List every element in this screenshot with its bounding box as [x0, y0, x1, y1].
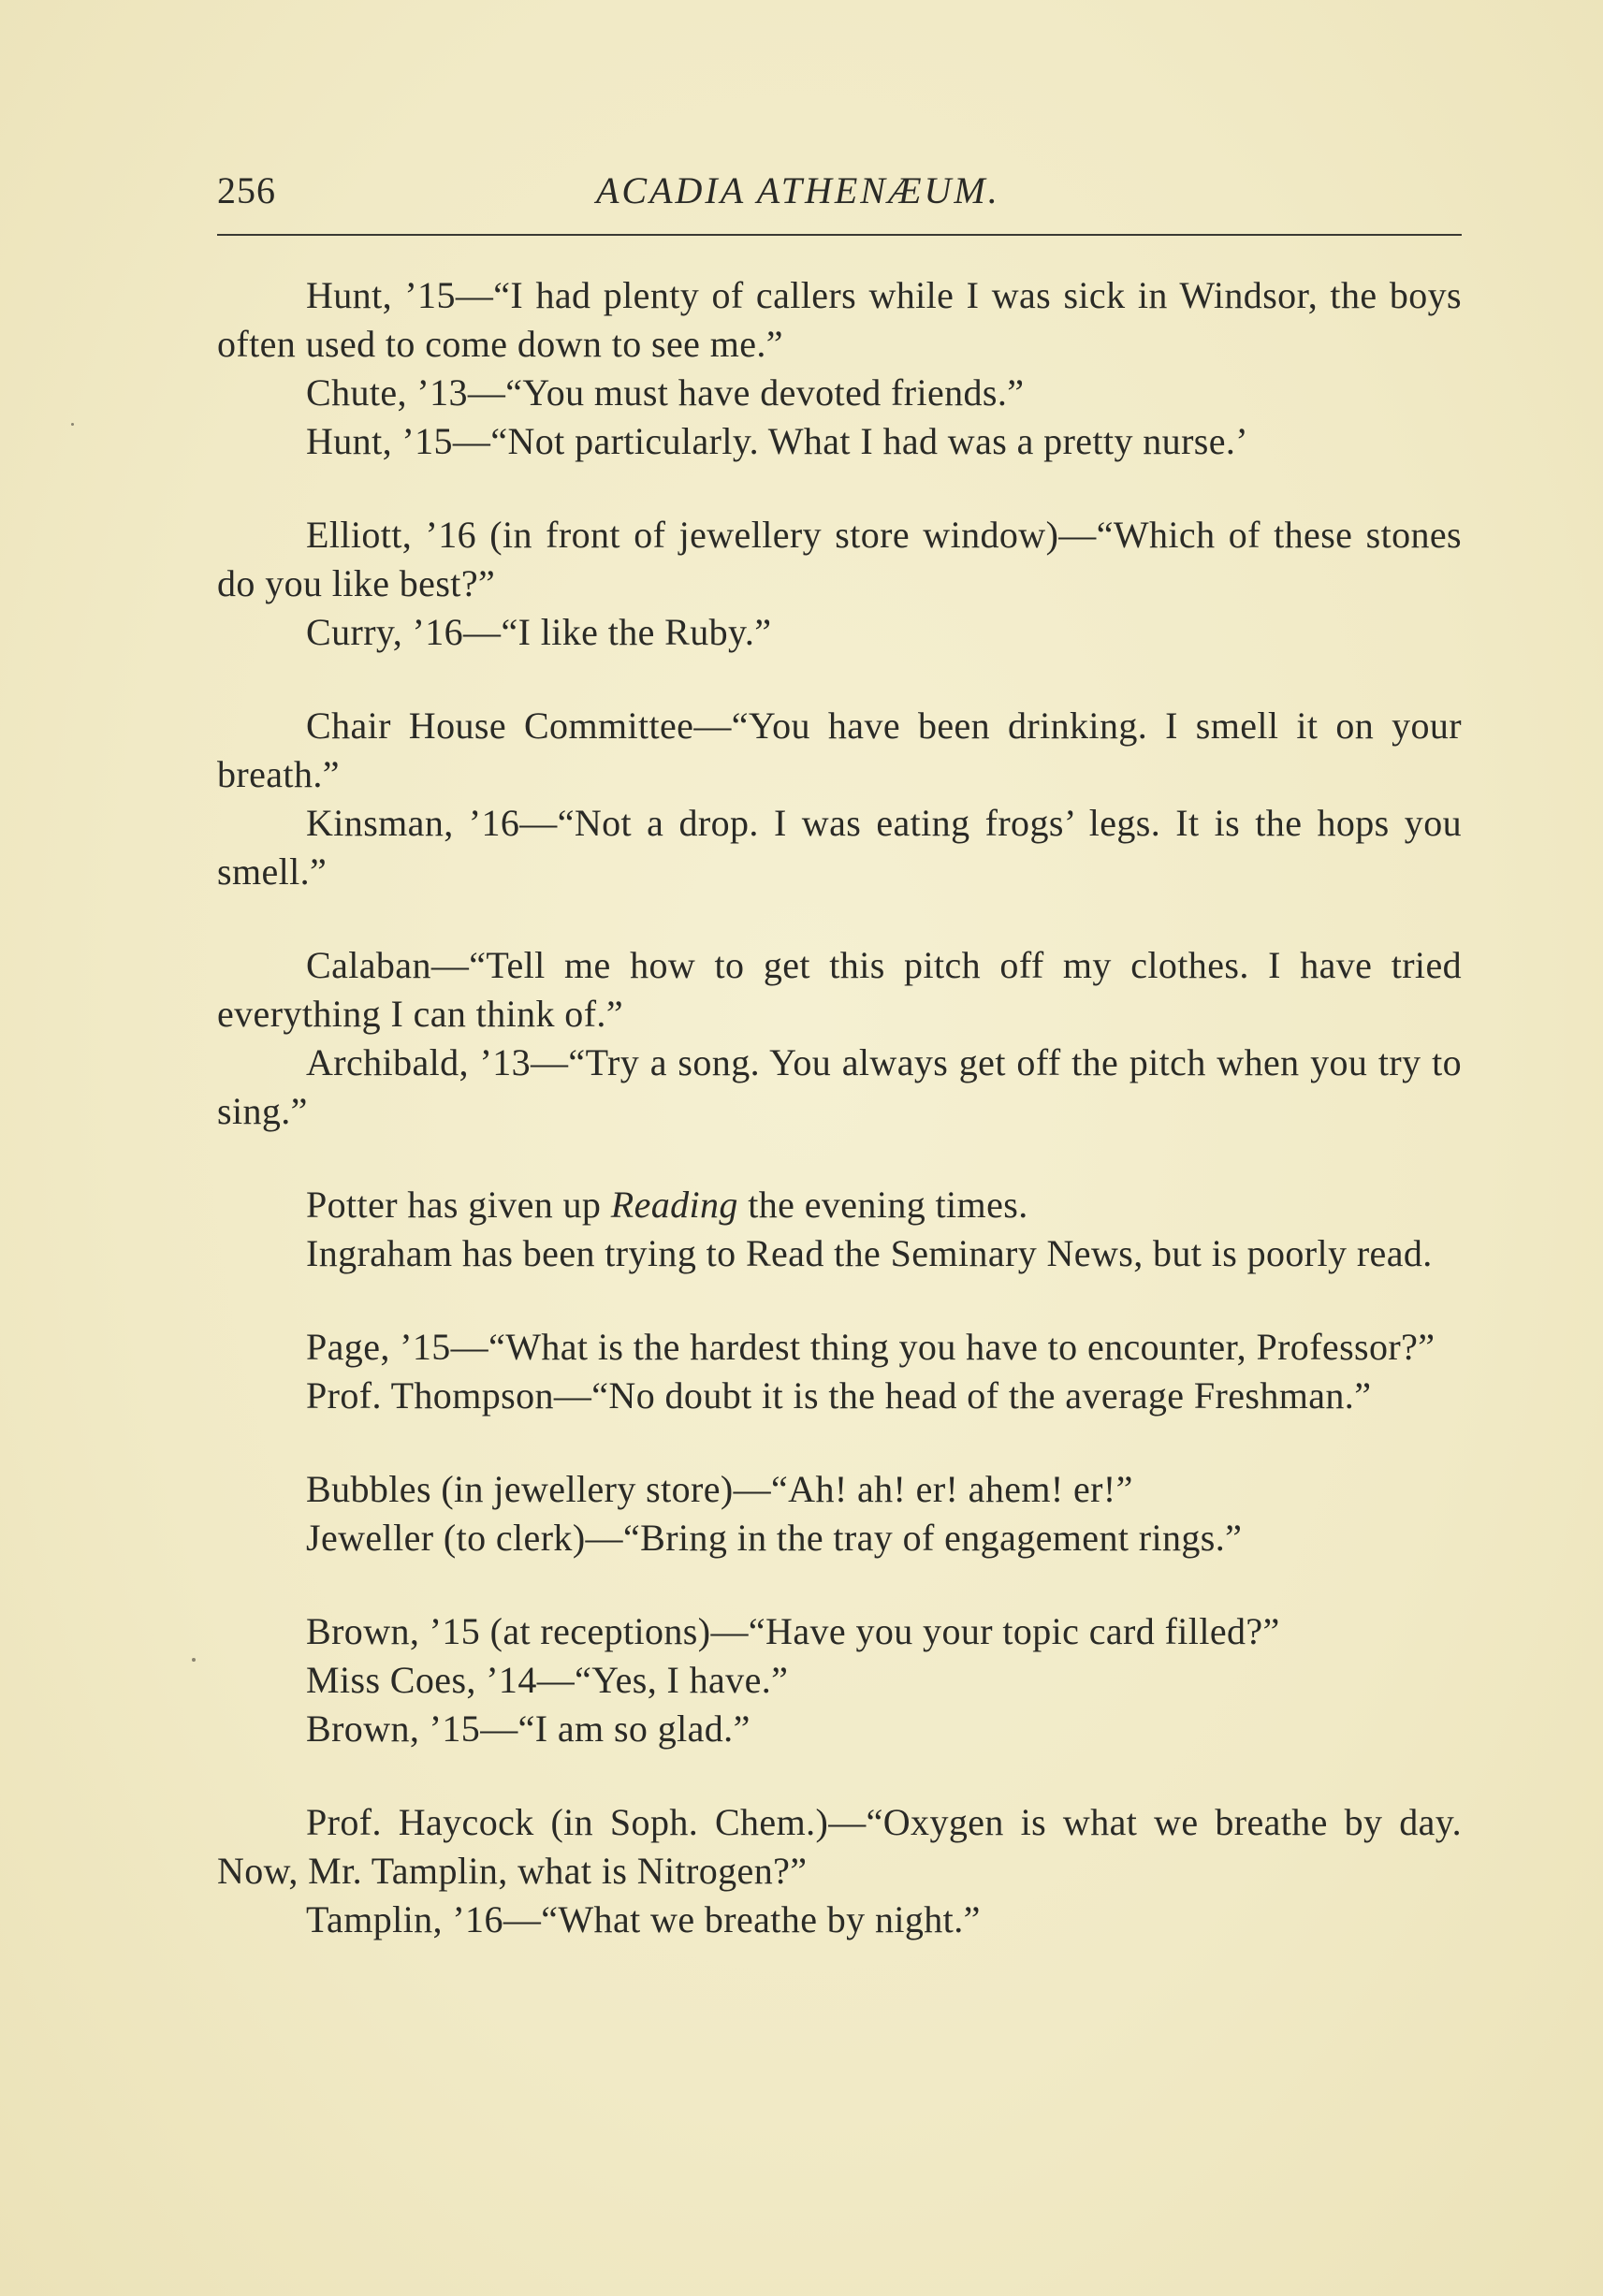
exchange-hunt-chute: [217, 271, 1462, 466]
page-number: 256: [217, 169, 276, 211]
exchange-elliott-curry: [217, 511, 1462, 657]
paragraph: Prof. Thompson—“No doubt it is the head of the average Freshman.”: [306, 1374, 1372, 1417]
exchange-bubbles-jeweller: [217, 1465, 1462, 1562]
paragraph: Hunt, ’15—“Not particularly. What I had was a pretty nurse.’: [306, 420, 1249, 462]
exchange-haycock-tamplin: [217, 1798, 1462, 1944]
paragraph: Ingraham has been trying to Read the Seminary News, but is poorly read.: [306, 1232, 1433, 1274]
paragraph: Kinsman, ’16—“Not a drop. I was eating frogs’ legs. It is the hops you smell.”: [217, 802, 1462, 893]
paragraph: Page, ’15—“What is the hardest thing you have to encounter, Professor?”: [306, 1326, 1435, 1368]
text-body: [217, 271, 1462, 1944]
paragraph: Elliott, ’16 (in front of jewellery store window)—“Which of these stones do you like best?”: [217, 514, 1462, 604]
exchange-page-thompson: [217, 1323, 1462, 1420]
paper-speck: [192, 1658, 196, 1662]
paragraph: Bubbles (in jewellery store)—“Ah! ah! er! ahem! er!”: [306, 1468, 1133, 1510]
paragraph: Archibald, ’13—“Try a song. You always get off the pitch when you try to sing.”: [217, 1041, 1462, 1132]
paper-speck: [71, 423, 74, 426]
paragraph: Miss Coes, ’14—“Yes, I have.”: [306, 1659, 789, 1701]
paragraph: Hunt, ’15—“I had plenty of callers while I was sick in Windsor, the boys often used to come down to see me.”: [217, 274, 1462, 365]
paragraph: Jeweller (to clerk)—“Bring in the tray of engagement rings.”: [306, 1517, 1243, 1559]
paragraph: Brown, ’15 (at receptions)—“Have you your topic card filled?”: [306, 1610, 1280, 1652]
exchange-brown-coes: [217, 1607, 1462, 1753]
potter-text-before: Potter has given up: [306, 1184, 611, 1226]
potter-text-after: the evening times.: [737, 1184, 1028, 1226]
journal-title: ACADIA ATHENÆUM.: [596, 169, 1000, 211]
paragraph: Chair House Committee—“You have been drinking. I smell it on your breath.”: [217, 705, 1462, 795]
exchange-calaban-archibald: [217, 941, 1462, 1136]
page-content: [217, 159, 1462, 1989]
paragraph: Brown, ’15—“I am so glad.”: [306, 1707, 750, 1750]
paragraph-potter: [217, 1181, 1462, 1229]
paragraph: Calaban—“Tell me how to get this pitch off my clothes. I have tried everything I can think of.”: [217, 944, 1462, 1035]
exchange-potter-ingraham: [217, 1181, 1462, 1278]
paragraph: Chute, ’13—“You must have devoted friends.”: [306, 371, 1025, 414]
paragraph: Prof. Haycock (in Soph. Chem.)—“Oxygen is what we breathe by day. Now, Mr. Tamplin, what is Nitrogen?”: [217, 1801, 1462, 1892]
potter-italic-word: Reading: [610, 1184, 738, 1226]
exchange-committee-kinsman: [217, 702, 1462, 896]
paragraph: Tamplin, ’16—“What we breathe by night.”: [306, 1898, 981, 1940]
running-head: [217, 159, 1462, 236]
paragraph: Curry, ’16—“I like the Ruby.”: [306, 611, 772, 653]
